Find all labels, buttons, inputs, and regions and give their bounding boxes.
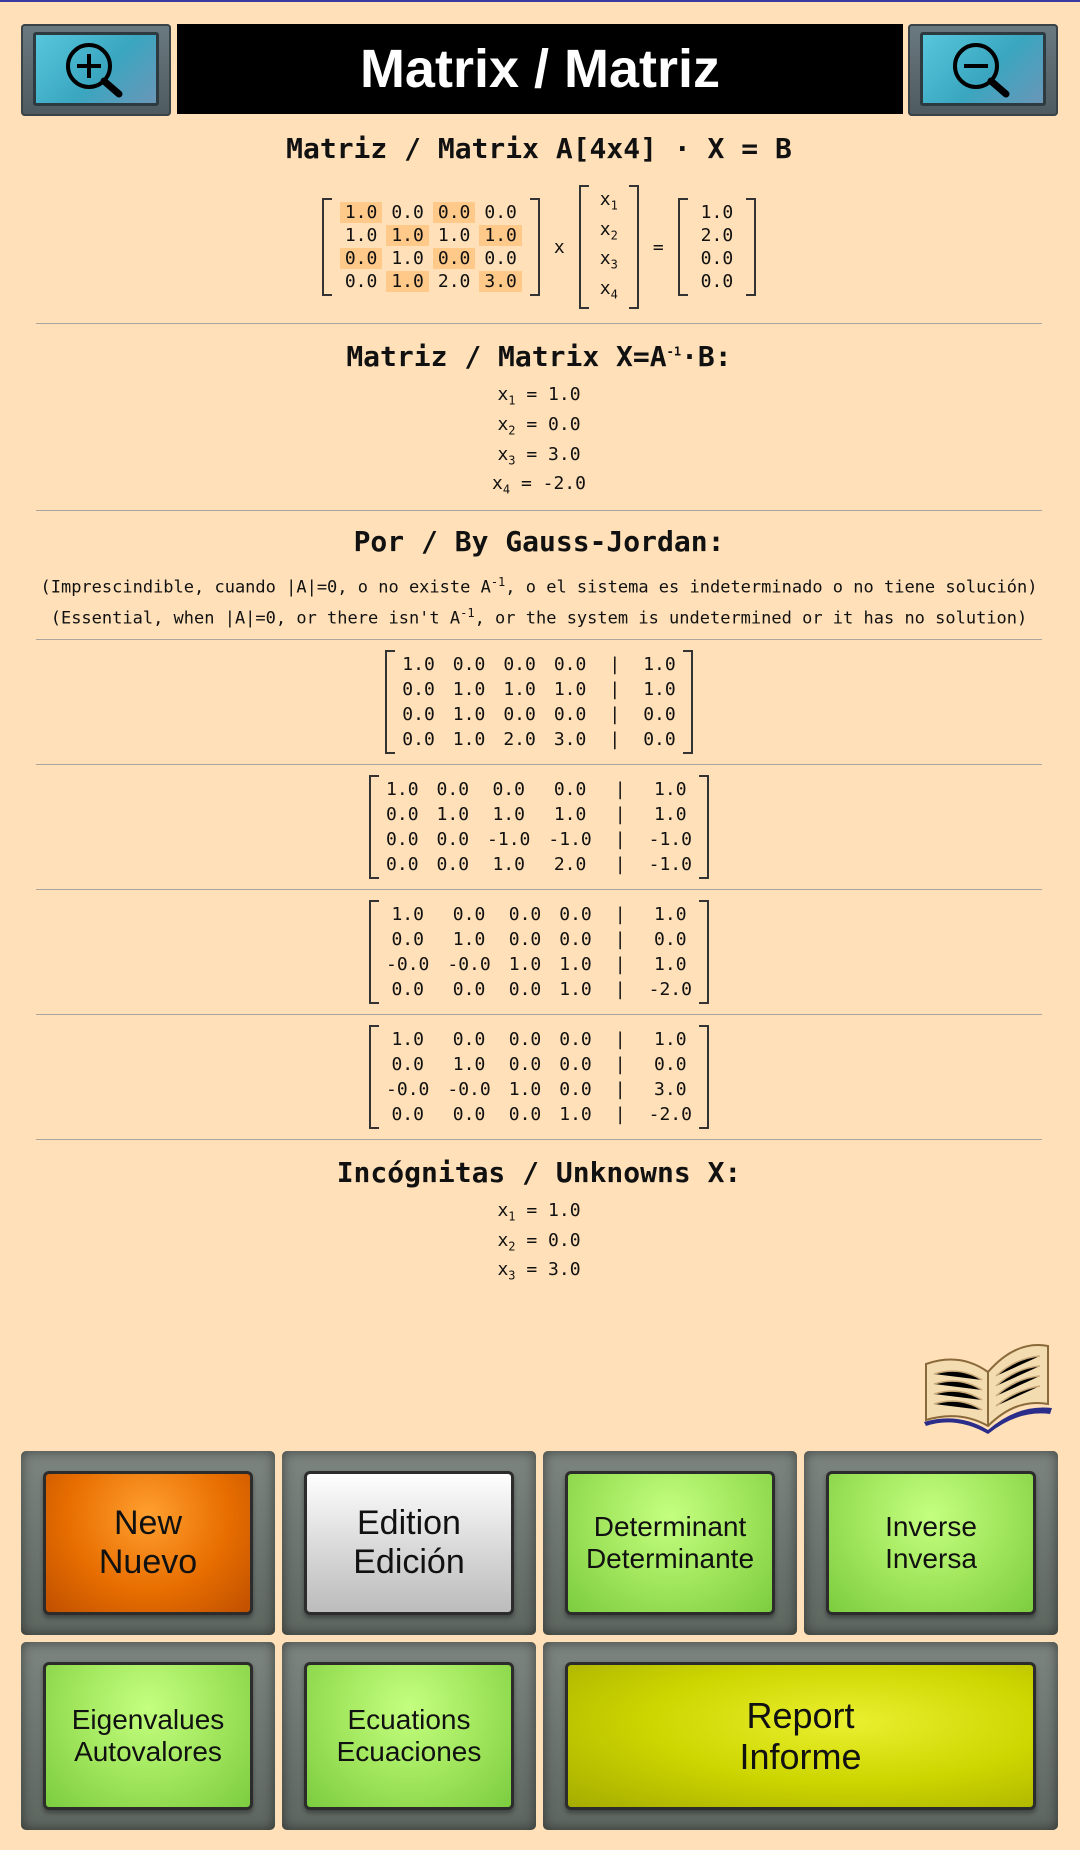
new-button[interactable]: New Nuevo [21,1451,275,1635]
matrix-cell: 0.0 [452,1104,486,1126]
matrix-cell: -1.0 [648,854,692,876]
matrix-cell: 1.0 [654,779,687,801]
matrix-row [377,1102,701,1127]
matrix-cell: -1.0 [548,829,592,851]
matrix-cell: 1.0 [654,804,687,826]
report-content [36,120,1042,1288]
inverse-heading: Matriz / Matrix $X=A^{-1}\cdot B$: [346,340,732,374]
matrix-cell: 1.0 [402,654,435,676]
matrix-cell: 1.0 [553,679,587,701]
augmented-matrix-step [36,640,1042,764]
matrix-cell: 0.0 [559,929,592,951]
matrix-cell: 0.0 [391,1104,424,1126]
matrix-a-cell: 1.0 [344,225,378,247]
matrix-cell: 0.0 [492,779,525,801]
matrix-a-cell: 0.0 [433,202,476,223]
matrix-row [393,677,684,702]
header [21,24,1058,116]
matrix-cell: 0.0 [553,779,587,801]
matrix-cell: 0.0 [391,979,424,1001]
gauss-jordan-heading: Por / By Gauss-Jordan: [353,524,725,558]
matrix-cell: 1.0 [386,779,419,801]
matrix-a-cell: 1.0 [386,271,429,292]
matrix-a-cell: 1.0 [479,225,522,246]
matrix-row [393,652,684,677]
matrix-a-cell: 0.0 [433,248,476,269]
matrix-cell: 0.0 [386,829,419,851]
matrix-cell: 1.0 [391,1029,424,1051]
matrix-cell: 0.0 [402,729,435,751]
augment-separator: | [614,1054,626,1076]
result-line: $x_1 = 1.0$ [497,1200,581,1224]
zoom-in-button[interactable] [21,24,171,116]
zoom-out-icon [940,38,1026,100]
matrix-cell: 0.0 [452,1029,486,1051]
matrix-cell: -1.0 [648,829,692,851]
edition-button[interactable]: Edition Edición [282,1451,536,1635]
result-line: $x_2 = 0.0$ [497,413,581,438]
matrix-row [377,852,701,877]
result-line: $x_3 = 3.0$ [497,443,581,468]
matrix-a-cell: 1.0 [391,248,424,270]
result-line: $x_1 = 1.0$ [497,384,581,408]
matrix-row [377,952,701,977]
matrix-cell: -2.0 [648,1104,692,1126]
matrix-cell: 0.0 [559,1054,592,1076]
divider [36,510,1042,511]
result-line: $x_4 = -2.0$ [492,473,586,497]
augment-separator: | [614,804,626,826]
matrix-cell: 1.0 [508,1079,542,1101]
matrix-cell: 1.0 [436,804,470,826]
divider [36,1139,1042,1140]
zoom-out-button[interactable] [908,24,1058,116]
matrix-cell: 0.0 [508,1029,542,1051]
matrix-cell: 1.0 [654,1029,687,1051]
matrix-cell: 0.0 [391,1054,424,1076]
augment-separator: | [614,979,626,1001]
matrix-cell: 0.0 [643,704,676,726]
matrix-a-cell: 1.0 [340,202,383,223]
augment-separator: | [614,904,626,926]
augment-separator: | [614,954,626,976]
augment-separator: | [609,679,621,701]
matrix-a-cell: 0.0 [344,271,378,293]
matrix-row [377,1027,701,1052]
matrix-a-cell: 1.0 [437,225,471,247]
gauss-jordan-steps [36,640,1042,1140]
matrix-a [322,198,540,296]
vector-x-cell: $x_1$ [599,189,618,213]
matrix-cell: -0.0 [386,1079,430,1101]
matrix-cell: 1.0 [654,954,687,976]
matrix-cell: 0.0 [391,929,424,951]
matrix-cell: 0.0 [503,654,536,676]
augmented-matrix-step [36,765,1042,889]
matrix-a-cell: 0.0 [484,248,517,270]
matrix-cell: 0.0 [503,704,536,726]
unknowns-heading: Incógnitas / Unknowns X: [336,1156,742,1190]
augment-separator: | [614,779,626,801]
result-line: $x_2 = 0.0$ [497,1229,581,1254]
matrix-cell: 1.0 [452,679,486,701]
matrix-cell: 0.0 [402,679,435,701]
matrix-cell: 0.0 [508,1104,542,1126]
vector-x-cell: $x_2$ [599,218,618,243]
inverse-results [36,383,1042,501]
matrix-row [377,827,701,852]
matrix-cell: 2.0 [503,729,536,751]
matrix-cell: 0.0 [436,854,470,876]
matrix-cell: 1.0 [643,654,676,676]
matrix-cell: 1.0 [559,954,592,976]
report-button[interactable]: Report Informe [543,1642,1058,1830]
matrix-cell: -0.0 [447,954,491,976]
matrix-cell: -1.0 [487,829,531,851]
matrix-row [377,777,701,802]
matrix-cell: 1.0 [452,729,486,751]
matrix-cell: 0.0 [508,904,542,926]
zoom-in-icon [53,38,139,100]
matrix-a-cell: 1.0 [386,225,429,246]
matrix-cell: 0.0 [508,979,542,1001]
matrix-row [377,802,701,827]
inverse-button[interactable]: Inverse Inversa [804,1451,1058,1635]
matrix-cell: 1.0 [391,904,424,926]
matrix-row [377,927,701,952]
matrix-cell: 0.0 [452,979,486,1001]
matrix-row [377,1052,701,1077]
matrix-cell: 0.0 [436,829,470,851]
augment-separator: | [609,654,621,676]
augmented-matrix-step [36,890,1042,1014]
note-english: (Essential, when |A|=0, or there isn't $A^{-1}$, or the system is undetermined or it has no solution) [50,606,1028,630]
vector-b-cell: 0.0 [700,248,734,270]
matrix-row [393,727,684,752]
augment-separator: | [614,829,626,851]
matrix-cell: 1.0 [559,1104,592,1126]
determinant-button[interactable]: Determinant Determinante [543,1451,797,1635]
matrix-cell: 0.0 [452,904,486,926]
divider [36,323,1042,324]
equation-row [36,185,1042,309]
matrix-cell: 1.0 [508,954,542,976]
matrix-cell: 0.0 [508,1054,542,1076]
vector-b [678,198,757,296]
times-sign: x [553,236,565,258]
matrix-row [377,902,701,927]
matrix-cell: 0.0 [386,804,419,826]
vector-x-cell: $x_4$ [599,277,618,302]
matrix-cell: 1.0 [452,704,486,726]
vector-x [579,185,639,309]
matrix-a-cell: 0.0 [340,248,383,269]
matrix-cell: 3.0 [553,729,587,751]
augment-separator: | [614,929,626,951]
matrix-cell: 3.0 [654,1079,687,1101]
matrix-cell: 1.0 [559,979,592,1001]
matrix-cell: 0.0 [559,1029,592,1051]
matrix-row [377,1077,701,1102]
matrix-row [393,702,684,727]
matrix-cell: 1.0 [503,679,536,701]
book-icon[interactable] [920,1324,1055,1436]
matrix-cell: -0.0 [386,954,430,976]
augmented-matrix-step [36,1015,1042,1139]
matrix-cell: 1.0 [654,904,687,926]
matrix-cell: 1.0 [492,854,525,876]
matrix-cell: 1.0 [452,929,486,951]
vector-x-cell: $x_3$ [599,248,618,272]
matrix-cell: 0.0 [386,854,419,876]
augment-separator: | [614,1029,626,1051]
matrix-cell: 0.0 [402,704,435,726]
matrix-a-cell: 3.0 [479,271,522,292]
matrix-cell: 0.0 [436,779,470,801]
augment-separator: | [609,729,621,751]
augment-separator: | [609,704,621,726]
matrix-a-cell: 0.0 [391,202,424,224]
equals-sign: = [652,236,664,258]
matrix-cell: 0.0 [559,904,592,926]
matrix-cell: 0.0 [452,654,486,676]
matrix-cell: 1.0 [492,804,525,826]
equation-heading: Matriz / Matrix A[4x4] · X = B [286,132,792,165]
vector-b-cell: 1.0 [700,202,734,224]
augment-separator: | [614,854,626,876]
vector-b-cell: 2.0 [700,225,734,247]
matrix-cell: 0.0 [654,1054,687,1076]
matrix-a-cell: 2.0 [437,271,471,293]
vector-b-cell: 0.0 [700,271,734,293]
matrix-row [377,977,701,1002]
result-line: $x_3 = 3.0$ [497,1259,581,1283]
matrix-cell: 0.0 [654,929,687,951]
augment-separator: | [614,1104,626,1126]
matrix-cell: 1.0 [452,1054,486,1076]
eigenvalues-button[interactable]: Eigenvalues Autovalores [21,1642,275,1830]
matrix-a-cell: 0.0 [484,202,517,224]
matrix-cell: 0.0 [643,729,676,751]
matrix-cell: 1.0 [643,679,676,701]
matrix-cell: 0.0 [508,929,542,951]
matrix-cell: 0.0 [553,654,587,676]
matrix-cell: -2.0 [648,979,692,1001]
unknowns-results [36,1199,1042,1288]
note-spanish: (Imprescindible, cuando |A|=0, o no existe $A^{-1}$, o el sistema es indeterminado o no tiene solución) [40,574,1038,598]
page-title: Matrix / Matriz [177,24,903,114]
matrix-cell: 2.0 [553,854,587,876]
matrix-cell: 0.0 [553,704,587,726]
matrix-cell: 0.0 [559,1079,592,1101]
ecuations-button[interactable]: Ecuations Ecuaciones [282,1642,536,1830]
matrix-cell: -0.0 [447,1079,491,1101]
matrix-cell: 1.0 [553,804,587,826]
augment-separator: | [614,1079,626,1101]
